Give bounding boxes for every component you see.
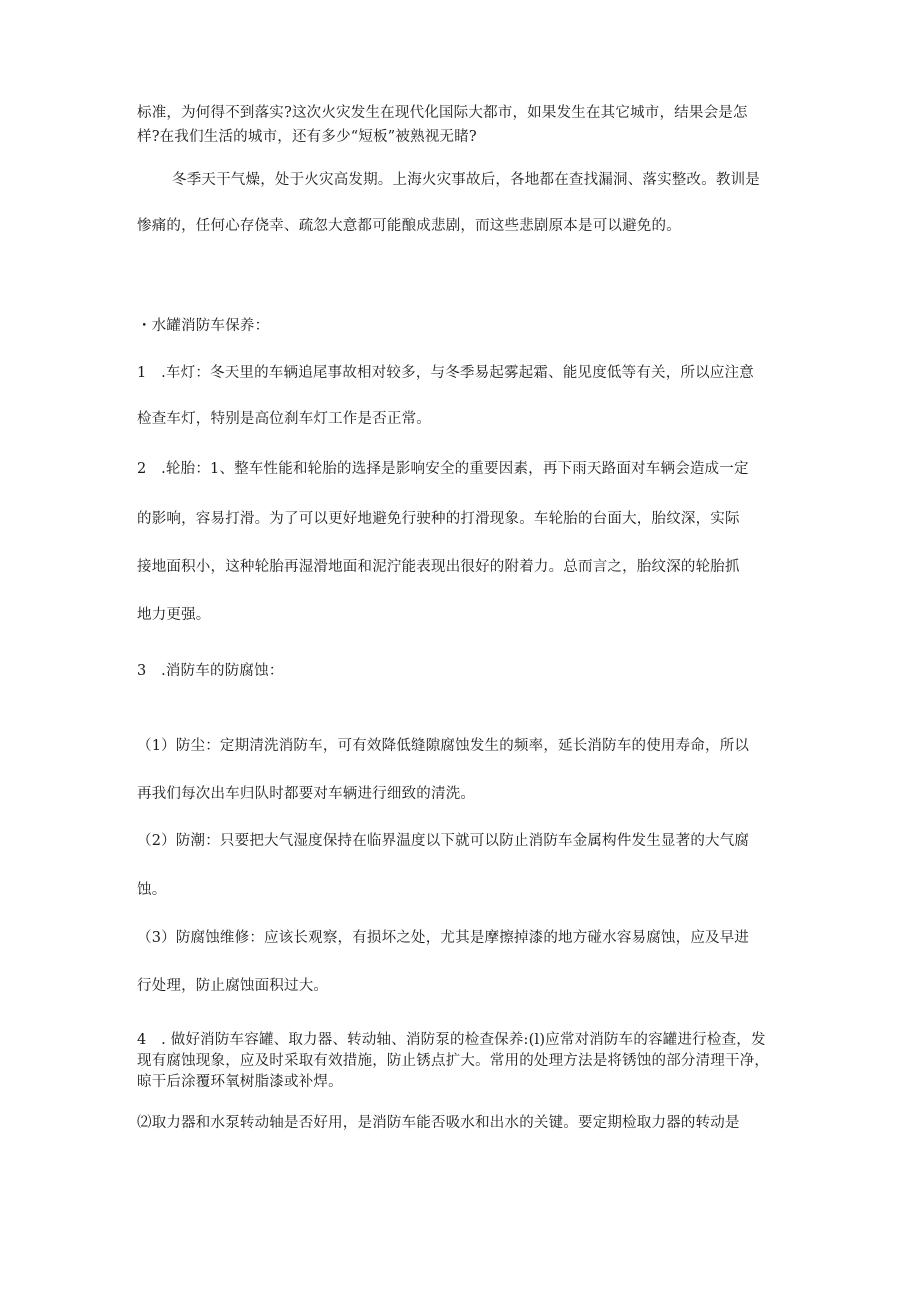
sub-item-2: （2）防潮：只要把大气湿度保持在临界温度以下就可以防止消防车金属构件发生显著的大气腐: [137, 833, 750, 849]
paragraph-first-line: 冬季天干气燥，处于火灾高发期。上海火灾事故后，各地都在查找漏洞、落实整改。教训是: [172, 172, 760, 188]
list-item-4: 4 . 做好消防车容罐、取力器、转动轴、消防泵的检查保养:(l)应常对消防车的容罐进行检查，发现有腐蚀现象，应及时采取有效措施，防止锈点扩大。常用的处理方法是将锈蚀的部分清理干净，晾干后涂覆环氧树脂漆或补焊。: [137, 1032, 770, 1090]
text-line: 检查车灯，特别是高位刹车灯工作是否正常。: [137, 411, 431, 427]
text-line: 的影响，容易打滑。为了可以更好地避免行驶种的打滑现象。车轮胎的台面大，胎纹深，实际: [137, 511, 740, 527]
text-line: 接地面积小，这种轮胎再湿滑地面和泥泞能表现出很好的附着力。总而言之，胎纹深的轮胎抓: [137, 559, 740, 575]
list-item-1: 1 .车灯：冬天里的车辆追尾事故相对较多，与冬季易起雾起霜、能见度低等有关，所以应注意: [137, 365, 754, 381]
text-line: 标准，为何得不到落实?这次火灾发生在现代化国际大都市，如果发生在其它城市，结果会是怎: [137, 105, 748, 121]
sub-item-1: （1）防尘：定期清洗消防车，可有效降低缝隙腐蚀发生的频率，延长消防车的使用寿命，所以: [137, 738, 750, 754]
list-item-2: 2 .轮胎：1、整车性能和轮胎的选择是影响安全的重要因素，再下雨天路面对车辆会造成一定: [137, 461, 749, 477]
text-line: 地力更强。: [137, 607, 211, 623]
list-item-3: 3 .消防车的防腐蚀：: [137, 663, 284, 679]
section-heading: ・水罐消防车保养：: [137, 318, 270, 334]
text-line: 蚀。: [137, 882, 167, 898]
text-line: 样?在我们生活的城市，还有多少“短板”被熟视无睹?: [137, 129, 477, 145]
sub-item-3: （3）防腐蚀维修：应该长观察，有损坏之处，尤其是摩擦掉漆的地方碰水容易腐蚀，应及早进: [137, 930, 750, 946]
text-line: 再我们每次出车归队时都要对车辆进行细致的清洗。: [137, 786, 476, 802]
text-line: ⑵取力器和水泵转动轴是否好用，是消防车能否吸水和出水的关键。要定期检取力器的转动是: [137, 1115, 740, 1131]
text-line: 行处理，防止腐蚀面积过大。: [137, 978, 329, 994]
text-line: 惨痛的，任何心存侥幸、疏忽大意都可能酿成悲剧，而这些悲剧原本是可以避免的。: [137, 218, 681, 234]
